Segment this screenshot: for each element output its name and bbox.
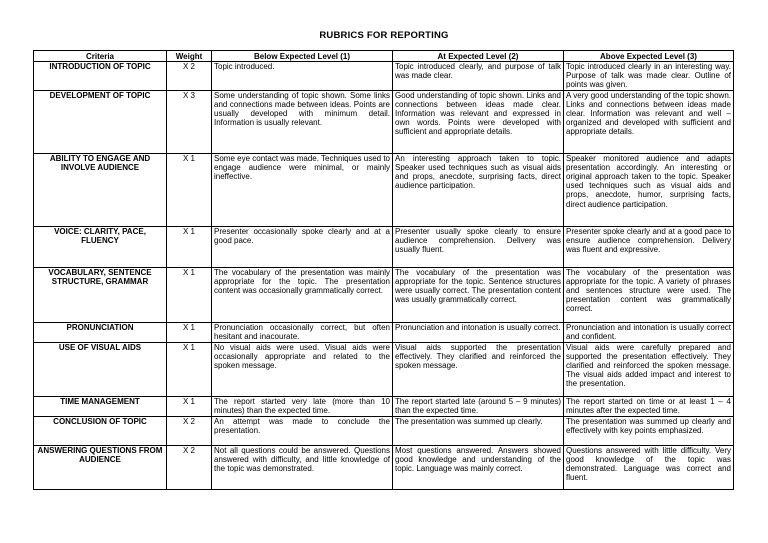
above-cell: Presenter spoke clearly and at a good pace to ensure audience comprehension. Delivery was fluent and expressive.	[564, 226, 734, 267]
criteria-cell: INTRODUCTION OF TOPIC	[34, 62, 167, 91]
at-cell: The report started late (around 5 – 9 minutes) than the expected time.	[393, 396, 564, 416]
weight-cell: X 2	[167, 445, 212, 489]
header-at-expected: At Expected Level (2)	[393, 51, 564, 62]
weight-cell: X 3	[167, 90, 212, 153]
weight-cell: X 2	[167, 416, 212, 445]
table-row	[34, 153, 734, 226]
page-title: RUBRICS FOR REPORTING	[319, 30, 449, 41]
at-cell: Good understanding of topic shown. Links and connections between ideas made clear. Information was relevant and expressed in own words. Points were developed with sufficient and appropriate details.	[393, 90, 564, 153]
above-cell: The report started on time or at least 1 – 4 minutes after the expected time.	[564, 396, 734, 416]
weight-cell: X 1	[167, 342, 212, 396]
below-cell: Some eye contact was made. Techniques used to engage audience were minimal, or mainly ineffective.	[212, 153, 393, 226]
at-cell: Pronunciation and intonation is usually correct.	[393, 322, 564, 342]
weight-cell: X 1	[167, 226, 212, 267]
above-cell: Pronunciation and intonation is usually correct and confident.	[564, 322, 734, 342]
above-cell: Topic introduced clearly in an interesting way. Purpose of talk was made clear. Outline of points was given.	[564, 62, 734, 91]
criteria-cell: TIME MANAGEMENT	[34, 396, 167, 416]
above-cell: Speaker monitored audience and adapts presentation accordingly. An interesting or original approach taken to the topic. Speaker used techniques such as visual aids and props, anecdote, humor, surprising facts, direct audience participation.	[564, 153, 734, 226]
weight-cell: X 1	[167, 267, 212, 322]
at-cell: An interesting approach taken to topic. Speaker used techniques such as visual aids and props, anecdote, surprising facts, direct audience participation.	[393, 153, 564, 226]
at-cell: The vocabulary of the presentation was appropriate for the topic. Sentence structures were usually correct. The presentation content was usually grammatically correct.	[393, 267, 564, 322]
criteria-cell: PRONUNCIATION	[34, 322, 167, 342]
table-row	[34, 342, 734, 396]
table-header-row	[34, 51, 734, 62]
table-row	[34, 322, 734, 342]
criteria-cell: ANSWERING QUESTIONS FROM AUDIENCE	[34, 445, 167, 489]
below-cell: Not all questions could be answered. Questions answered with difficulty, and little knowledge of the topic was demonstrated.	[212, 445, 393, 489]
at-cell: Most questions answered. Answers showed good knowledge and understanding of the topic. Language was mainly correct.	[393, 445, 564, 489]
weight-cell: X 1	[167, 396, 212, 416]
at-cell: Visual aids supported the presentation effectively. They clarified and reinforced the spoken message.	[393, 342, 564, 396]
table-row	[34, 416, 734, 445]
table-row	[34, 267, 734, 322]
above-cell: Questions answered with little difficulty. Very good knowledge of the topic was demonstrated. Language was correct and fluent.	[564, 445, 734, 489]
weight-cell: X 1	[167, 153, 212, 226]
above-cell: The vocabulary of the presentation was appropriate for the topic. A variety of phrases and sentences structure were used. The presentation content was grammatically correct.	[564, 267, 734, 322]
criteria-cell: CONCLUSION OF TOPIC	[34, 416, 167, 445]
rubric-table	[33, 50, 734, 490]
table-row	[34, 396, 734, 416]
criteria-cell: VOCABULARY, SENTENCE STRUCTURE, GRAMMAR	[34, 267, 167, 322]
header-below-expected: Below Expected Level (1)	[212, 51, 393, 62]
table-row	[34, 62, 734, 91]
criteria-cell: USE OF VISUAL AIDS	[34, 342, 167, 396]
header-above-expected: Above Expected Level (3)	[564, 51, 734, 62]
at-cell: Topic introduced clearly, and purpose of talk was made clear.	[393, 62, 564, 91]
below-cell: The vocabulary of the presentation was mainly appropriate for the topic. The presentation content was occasionally grammatically correct.	[212, 267, 393, 322]
below-cell: Pronunciation occasionally correct, but often hesitant and inacourate.	[212, 322, 393, 342]
above-cell: Visual aids were carefully prepared and supported the presentation effectively. They clarified and reinforced the spoken message. The visual aids added impact and interest to the presentation.	[564, 342, 734, 396]
weight-cell: X 1	[167, 322, 212, 342]
table-row	[34, 90, 734, 153]
at-cell: The presentation was summed up clearly.	[393, 416, 564, 445]
below-cell: Some understanding of topic shown. Some links and connections made between ideas. Points are usually developed with minimum detail. Information is usually relevant.	[212, 90, 393, 153]
above-cell: The presentation was summed up clearly and effectively with key points emphasized.	[564, 416, 734, 445]
weight-cell: X 2	[167, 62, 212, 91]
below-cell: Presenter occasionally spoke clearly and at a good pace.	[212, 226, 393, 267]
below-cell: Topic introduced.	[212, 62, 393, 91]
criteria-cell: ABILITY TO ENGAGE AND INVOLVE AUDIENCE	[34, 153, 167, 226]
criteria-cell: DEVELOPMENT OF TOPIC	[34, 90, 167, 153]
below-cell: An attempt was made to conclude the presentation.	[212, 416, 393, 445]
below-cell: The report started very late (more than 10 minutes) than the expected time.	[212, 396, 393, 416]
header-criteria: Criteria	[34, 51, 167, 62]
criteria-cell: VOICE: CLARITY, PACE, FLUENCY	[34, 226, 167, 267]
above-cell: A very good understanding of the topic shown. Links and connections between ideas made clear. Information was relevant and well – organized and developed with sufficient and appropriate details.	[564, 90, 734, 153]
table-row	[34, 226, 734, 267]
below-cell: No visual aids were used. Visual aids were occasionally appropriate and related to the spoken message.	[212, 342, 393, 396]
header-weight: Weight	[167, 51, 212, 62]
table-row	[34, 445, 734, 489]
at-cell: Presenter usually spoke clearly to ensure audience comprehension. Delivery was usually fluent.	[393, 226, 564, 267]
